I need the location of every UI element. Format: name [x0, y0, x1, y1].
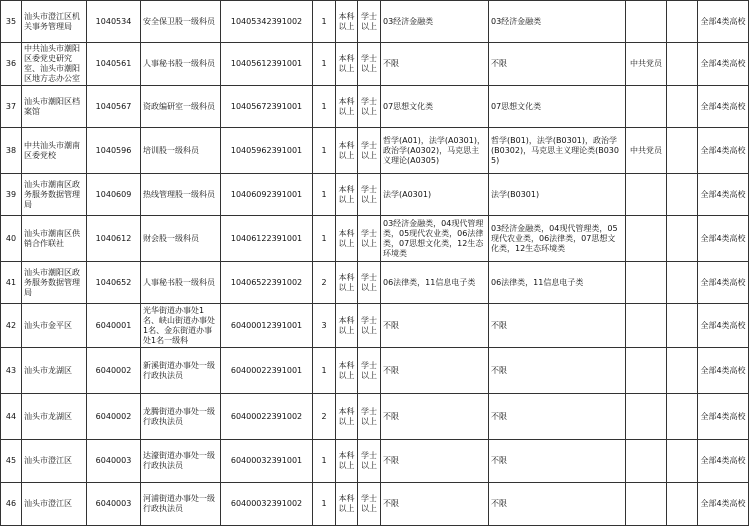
- education-cell: 本科以上: [336, 174, 358, 216]
- graduate-major-cell: 不限: [489, 394, 626, 440]
- unit-name-cell: 汕头市澄江区: [22, 440, 87, 483]
- post-code-cell: 10406522391002: [221, 262, 313, 304]
- school-requirement-cell: 全部4类高校: [698, 304, 749, 348]
- headcount-cell: 2: [313, 394, 336, 440]
- political-status-cell: [626, 394, 667, 440]
- row-number: 41: [1, 262, 22, 304]
- table-row: [1, 216, 749, 262]
- row-number: 45: [1, 440, 22, 483]
- post-name-cell: 安全保卫股一级科员: [141, 1, 221, 43]
- unit-name-cell: 汕头市金平区: [22, 304, 87, 348]
- education-cell: 本科以上: [336, 304, 358, 348]
- row-number: 37: [1, 86, 22, 128]
- graduate-major-cell: 不限: [489, 43, 626, 86]
- unit-name-cell: 汕头市澄江区: [22, 483, 87, 526]
- political-status-cell: [626, 1, 667, 43]
- education-cell: 本科以上: [336, 440, 358, 483]
- unit-code-cell: 1040561: [87, 43, 141, 86]
- headcount-cell: 1: [313, 216, 336, 262]
- unit-name-cell: 中共汕头市潮阳区委党史研究室、汕头市潮阳区地方志办公室: [22, 43, 87, 86]
- education-cell: 本科以上: [336, 483, 358, 526]
- unit-name-cell: 汕头市潮阳区政务服务数据管理局: [22, 262, 87, 304]
- graduate-major-cell: 03经济金融类: [489, 1, 626, 43]
- post-name-cell: 光华街道办事处1名、峡山街道办事处1名、金东街道办事处1名一级科: [141, 304, 221, 348]
- school-requirement-cell: 全部4类高校: [698, 262, 749, 304]
- graduate-major-cell: 不限: [489, 348, 626, 394]
- row-number: 44: [1, 394, 22, 440]
- post-name-cell: 人事秘书股一级科员: [141, 43, 221, 86]
- empty-cell: [667, 440, 698, 483]
- political-status-cell: [626, 174, 667, 216]
- undergrad-major-cell: 不限: [381, 440, 489, 483]
- education-cell: 本科以上: [336, 262, 358, 304]
- undergrad-major-cell: 法学(A0301): [381, 174, 489, 216]
- empty-cell: [667, 483, 698, 526]
- education-cell: 本科以上: [336, 348, 358, 394]
- unit-name-cell: 汕头市潮阳区档案馆: [22, 86, 87, 128]
- empty-cell: [667, 174, 698, 216]
- post-code-cell: 60400032391002: [221, 483, 313, 526]
- table-row: [1, 174, 749, 216]
- row-number: 36: [1, 43, 22, 86]
- graduate-major-cell: 不限: [489, 304, 626, 348]
- headcount-cell: 1: [313, 1, 336, 43]
- unit-name-cell: 中共汕头市潮南区委党校: [22, 128, 87, 174]
- table-row: [1, 348, 749, 394]
- unit-name-cell: 汕头市潮南区政务服务数据管理局: [22, 174, 87, 216]
- empty-cell: [667, 128, 698, 174]
- graduate-major-cell: 不限: [489, 483, 626, 526]
- degree-cell: 学士以上: [358, 394, 381, 440]
- degree-cell: 学士以上: [358, 128, 381, 174]
- unit-code-cell: 1040609: [87, 174, 141, 216]
- undergrad-major-cell: 03经济金融类，04现代管理类，05现代农业类，06法律类，07思想文化类，12生态环境类: [381, 216, 489, 262]
- post-name-cell: 龙腾街道办事处一级行政执法员: [141, 394, 221, 440]
- unit-code-cell: 6040001: [87, 304, 141, 348]
- empty-cell: [667, 348, 698, 394]
- education-cell: 本科以上: [336, 394, 358, 440]
- school-requirement-cell: 全部4类高校: [698, 43, 749, 86]
- education-cell: 本科以上: [336, 128, 358, 174]
- empty-cell: [667, 304, 698, 348]
- empty-cell: [667, 1, 698, 43]
- degree-cell: 学士以上: [358, 43, 381, 86]
- undergrad-major-cell: 不限: [381, 43, 489, 86]
- political-status-cell: [626, 304, 667, 348]
- political-status-cell: [626, 440, 667, 483]
- school-requirement-cell: 全部4类高校: [698, 440, 749, 483]
- degree-cell: 学士以上: [358, 440, 381, 483]
- empty-cell: [667, 86, 698, 128]
- degree-cell: 学士以上: [358, 1, 381, 43]
- political-status-cell: [626, 483, 667, 526]
- school-requirement-cell: 全部4类高校: [698, 394, 749, 440]
- degree-cell: 学士以上: [358, 86, 381, 128]
- graduate-major-cell: 法学(B0301): [489, 174, 626, 216]
- undergrad-major-cell: 不限: [381, 483, 489, 526]
- political-status-cell: [626, 216, 667, 262]
- graduate-major-cell: 06法律类，11信息电子类: [489, 262, 626, 304]
- unit-name-cell: 汕头市潮南区供销合作联社: [22, 216, 87, 262]
- unit-name-cell: 汕头市龙湖区: [22, 394, 87, 440]
- headcount-cell: 1: [313, 86, 336, 128]
- empty-cell: [667, 394, 698, 440]
- post-code-cell: 10405612391001: [221, 43, 313, 86]
- school-requirement-cell: 全部4类高校: [698, 348, 749, 394]
- post-code-cell: 10406122391001: [221, 216, 313, 262]
- table-row: [1, 483, 749, 526]
- post-code-cell: 60400032391001: [221, 440, 313, 483]
- unit-code-cell: 1040652: [87, 262, 141, 304]
- post-code-cell: 60400012391001: [221, 304, 313, 348]
- political-status-cell: [626, 86, 667, 128]
- education-cell: 本科以上: [336, 43, 358, 86]
- political-status-cell: [626, 348, 667, 394]
- undergrad-major-cell: 哲学(A01)，法学(A0301)，政治学(A0302)，马克思主义理论(A0305): [381, 128, 489, 174]
- unit-code-cell: 6040003: [87, 483, 141, 526]
- post-name-cell: 培训股一级科员: [141, 128, 221, 174]
- degree-cell: 学士以上: [358, 216, 381, 262]
- school-requirement-cell: 全部4类高校: [698, 86, 749, 128]
- row-number: 42: [1, 304, 22, 348]
- headcount-cell: 1: [313, 43, 336, 86]
- school-requirement-cell: 全部4类高校: [698, 128, 749, 174]
- unit-name-cell: 汕头市龙湖区: [22, 348, 87, 394]
- headcount-cell: 1: [313, 128, 336, 174]
- political-status-cell: 中共党员: [626, 43, 667, 86]
- graduate-major-cell: 07思想文化类: [489, 86, 626, 128]
- row-number: 39: [1, 174, 22, 216]
- table-row: [1, 440, 749, 483]
- political-status-cell: 中共党员: [626, 128, 667, 174]
- table-row: [1, 86, 749, 128]
- graduate-major-cell: 不限: [489, 440, 626, 483]
- school-requirement-cell: 全部4类高校: [698, 1, 749, 43]
- degree-cell: 学士以上: [358, 483, 381, 526]
- school-requirement-cell: 全部4类高校: [698, 216, 749, 262]
- post-name-cell: 新溪街道办事处一级行政执法员: [141, 348, 221, 394]
- graduate-major-cell: 哲学(B01)，法学(B0301)，政治学(B0302)，马克思主义理论类(B0305): [489, 128, 626, 174]
- undergrad-major-cell: 不限: [381, 348, 489, 394]
- post-code-cell: 10405342391002: [221, 1, 313, 43]
- post-name-cell: 达濠街道办事处一级行政执法员: [141, 440, 221, 483]
- education-cell: 本科以上: [336, 86, 358, 128]
- undergrad-major-cell: 不限: [381, 394, 489, 440]
- post-code-cell: 10405962391001: [221, 128, 313, 174]
- headcount-cell: 1: [313, 483, 336, 526]
- education-cell: 本科以上: [336, 216, 358, 262]
- unit-code-cell: 1040596: [87, 128, 141, 174]
- row-number: 38: [1, 128, 22, 174]
- post-code-cell: 60400022391001: [221, 348, 313, 394]
- table-row: [1, 394, 749, 440]
- unit-name-cell: 汕头市澄江区机关事务管理局: [22, 1, 87, 43]
- school-requirement-cell: 全部4类高校: [698, 483, 749, 526]
- row-number: 46: [1, 483, 22, 526]
- undergrad-major-cell: 07思想文化类: [381, 86, 489, 128]
- unit-code-cell: 1040534: [87, 1, 141, 43]
- empty-cell: [667, 262, 698, 304]
- degree-cell: 学士以上: [358, 348, 381, 394]
- table-row: [1, 43, 749, 86]
- degree-cell: 学士以上: [358, 174, 381, 216]
- table-row: [1, 304, 749, 348]
- education-cell: 本科以上: [336, 1, 358, 43]
- headcount-cell: 2: [313, 262, 336, 304]
- degree-cell: 学士以上: [358, 262, 381, 304]
- undergrad-major-cell: 不限: [381, 304, 489, 348]
- post-code-cell: 10405672391001: [221, 86, 313, 128]
- graduate-major-cell: 03经济金融类，04现代管理类，05现代农业类，06法律类，07思想文化类，12生态环境类: [489, 216, 626, 262]
- table-row: [1, 1, 749, 43]
- headcount-cell: 1: [313, 348, 336, 394]
- unit-code-cell: 6040003: [87, 440, 141, 483]
- undergrad-major-cell: 03经济金融类: [381, 1, 489, 43]
- post-code-cell: 10406092391001: [221, 174, 313, 216]
- row-number: 40: [1, 216, 22, 262]
- row-number: 43: [1, 348, 22, 394]
- post-code-cell: 60400022391002: [221, 394, 313, 440]
- post-name-cell: 人事秘书股一级科员: [141, 262, 221, 304]
- undergrad-major-cell: 06法律类，11信息电子类: [381, 262, 489, 304]
- post-name-cell: 热线管理股一级科员: [141, 174, 221, 216]
- degree-cell: 学士以上: [358, 304, 381, 348]
- headcount-cell: 1: [313, 440, 336, 483]
- empty-cell: [667, 43, 698, 86]
- table-row: [1, 262, 749, 304]
- headcount-cell: 1: [313, 174, 336, 216]
- unit-code-cell: 1040567: [87, 86, 141, 128]
- headcount-cell: 3: [313, 304, 336, 348]
- table-row: [1, 128, 749, 174]
- unit-code-cell: 1040612: [87, 216, 141, 262]
- empty-cell: [667, 216, 698, 262]
- political-status-cell: [626, 262, 667, 304]
- post-name-cell: 资政编研室一级科员: [141, 86, 221, 128]
- unit-code-cell: 6040002: [87, 394, 141, 440]
- row-number: 35: [1, 1, 22, 43]
- post-name-cell: 河浦街道办事处一级行政执法员: [141, 483, 221, 526]
- post-name-cell: 财会股一级科员: [141, 216, 221, 262]
- school-requirement-cell: 全部4类高校: [698, 174, 749, 216]
- unit-code-cell: 6040002: [87, 348, 141, 394]
